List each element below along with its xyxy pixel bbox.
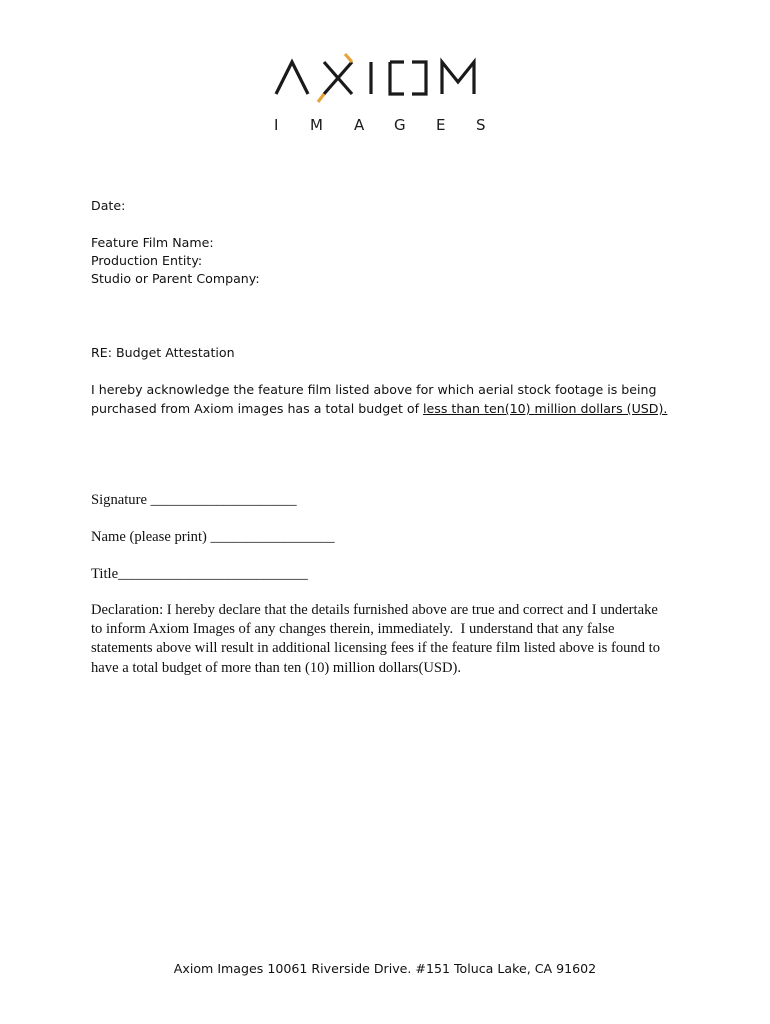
declaration-line-3: statements above will result in additional licensing fees if the feature film listed above is found to — [91, 640, 661, 656]
declaration-line-1: Declaration: I hereby declare that the details furnished above are true and correct and I undertake — [91, 602, 658, 618]
logo-graphic — [270, 52, 502, 136]
title-line: Title__________________________ — [91, 566, 308, 582]
date-label: Date: — [91, 198, 126, 213]
axiom-images-logo — [270, 52, 502, 136]
declaration-line-2: to inform Axiom Images of any changes therein, immediately. I understand that any false — [91, 621, 615, 637]
budget-threshold-text: less than ten(10) million dollars (USD). — [423, 401, 668, 416]
signature-line: Signature ____________________ — [91, 492, 297, 508]
acknowledgement-line-2 — [91, 400, 667, 418]
logo-sub-text: I M A G E S — [274, 116, 486, 134]
studio-label: Studio or Parent Company: — [91, 271, 260, 286]
feature-film-name-label: Feature Film Name: — [91, 235, 214, 250]
print-name-line: Name (please print) _________________ — [91, 529, 335, 545]
declaration-line-4: have a total budget of more than ten (10) million dollars(USD). — [91, 660, 462, 676]
production-entity-label: Production Entity: — [91, 253, 203, 268]
footer-address: Axiom Images 10061 Riverside Drive. #151 Toluca Lake, CA 91602 — [173, 961, 597, 976]
subject-line: RE: Budget Attestation — [91, 345, 235, 360]
acknowledgement-text: purchased from Axiom images has a total budget of — [91, 401, 424, 416]
acknowledgement-line-1: I hereby acknowledge the feature film listed above for which aerial stock footage is being — [91, 382, 657, 397]
